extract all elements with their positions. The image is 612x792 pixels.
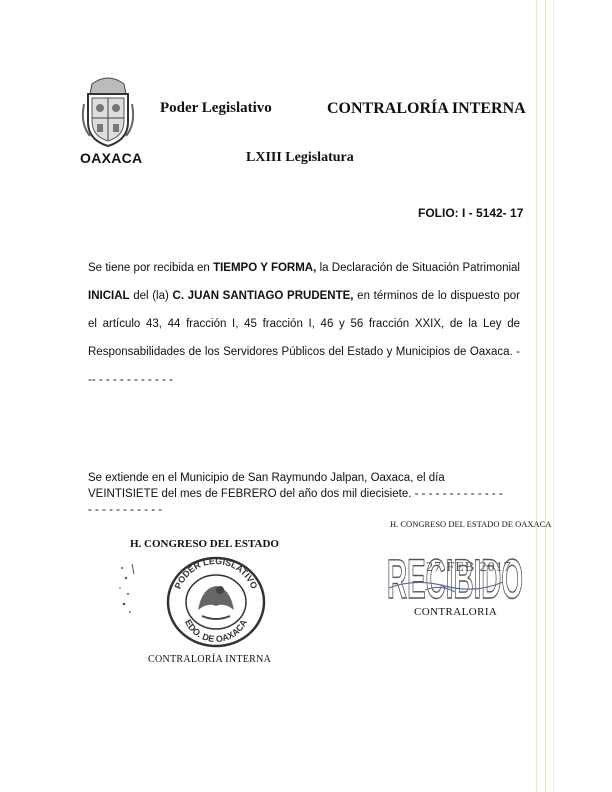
body-text: del (la): [129, 290, 173, 302]
seal-stamp-footer: CONTRALORÍA INTERNA: [148, 654, 272, 665]
closing-line: Se extiende en el Municipio de San Raymundo Jalpan, Oaxaca, el día: [88, 472, 445, 484]
eagle-emblem: [198, 586, 234, 610]
closing-paragraph: [88, 470, 520, 518]
legislature-title: LXIII Legislatura: [246, 150, 354, 165]
body-emphasis: TIEMPO Y FORMA,: [213, 262, 317, 274]
body-text: en términos de lo dispuesto por el artículo 43, 44 fracción I, 45 fracción I, 46 y 56 fracción XXIX, de la Ley de Responsabilidades de los Servidores Públicos del Estado y Municipios de Oaxaca. - -- - - - - - - - - - - -: [88, 290, 521, 386]
unit-title: CONTRALORÍA INTERNA: [327, 100, 526, 117]
official-seal: [162, 552, 270, 648]
folio-number: FOLIO: I - 5142- 17: [418, 206, 524, 220]
seal-ring-top-text: PODER LEGISLATIVO: [172, 555, 260, 591]
department-title: Poder Legislativo: [160, 100, 272, 116]
margin-rule: [553, 0, 554, 792]
body-text: la Declaración de Situación Patrimonial: [316, 262, 520, 274]
body-text: Se tiene por recibida en: [88, 262, 214, 274]
svg-text:PODER LEGISLATIVO: [173, 556, 260, 591]
margin-rule: [545, 0, 546, 792]
closing-line: - - - - - - - - - - -: [88, 504, 163, 516]
received-stamp-header: H. CONGRESO DEL ESTADO DE OAXACA: [390, 519, 552, 529]
declaration-paragraph: [88, 254, 520, 394]
state-name: OAXACA: [80, 150, 143, 166]
person-name: C. JUAN SANTIAGO PRUDENTE,: [172, 290, 354, 302]
received-stamp-footer: CONTRALORIA: [414, 606, 498, 618]
margin-rule: [536, 0, 537, 792]
body-emphasis: INICIAL: [88, 290, 130, 302]
closing-line: VEINTISIETE del mes de FEBRERO del año dos mil diecisiete. - - - - - - - - - - - - -: [88, 488, 503, 500]
ink-smudge: [116, 560, 138, 620]
received-stamp-word: RECIBIDO: [387, 547, 523, 606]
seal-stamp-header: H. CONGRESO DEL ESTADO: [130, 538, 279, 550]
received-date: 27 FEB 2017: [426, 560, 512, 575]
seal-ring-bottom-text: EDO. DE OAXACA: [182, 617, 250, 645]
oaxaca-coat-of-arms-logo: [80, 74, 136, 148]
